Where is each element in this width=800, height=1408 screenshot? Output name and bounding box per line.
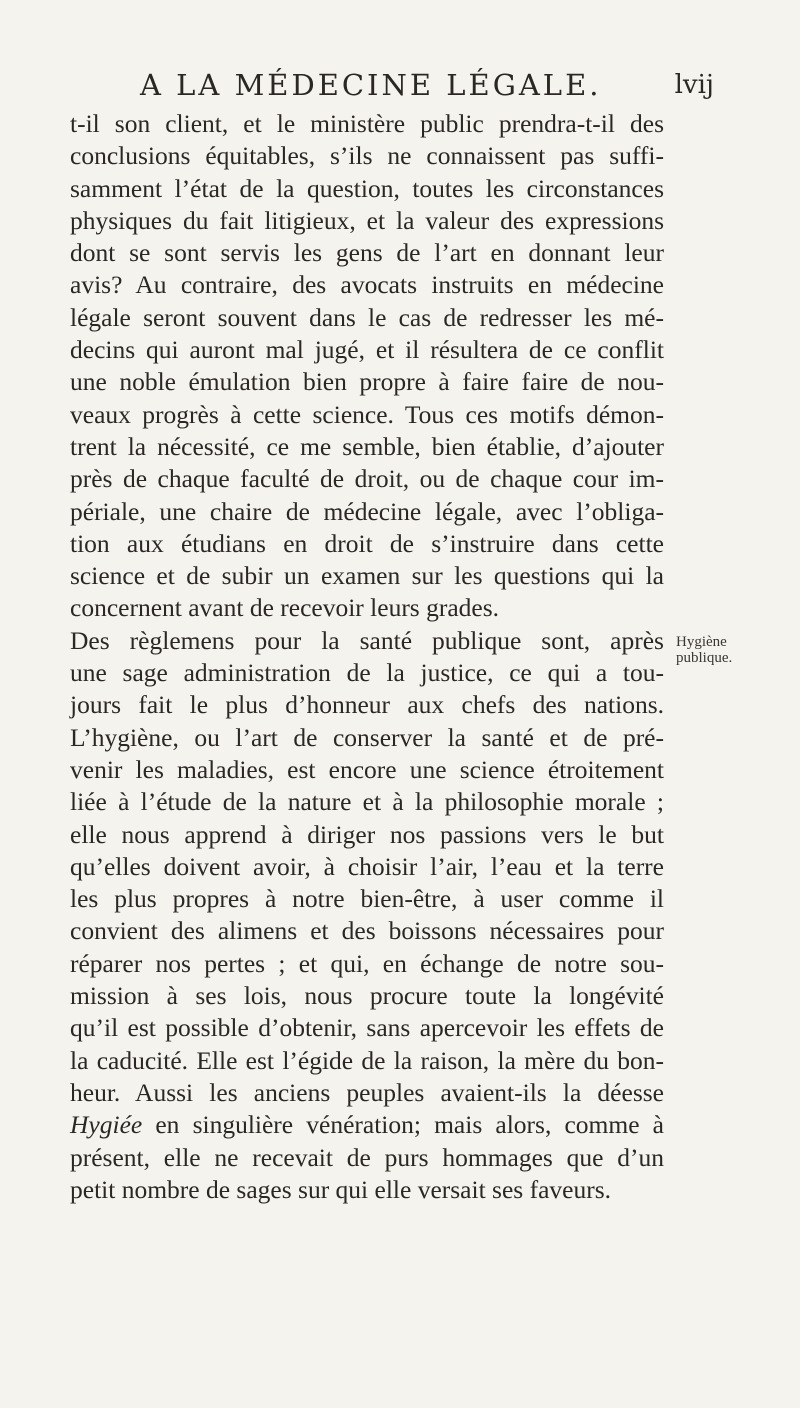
- text-line: samment l’état de la question, toutes les circonstances: [70, 173, 664, 203]
- text-line: conclusions équitables, s’ils ne connaissent pas suffi-: [70, 141, 664, 171]
- text-line: légale seront souvent dans le cas de redresser les mé-: [70, 302, 664, 332]
- text-line: la caducité. Elle est l’égide de la raison, la mère du bon-: [70, 1045, 664, 1075]
- italic-word: Hygiée: [70, 1110, 143, 1140]
- text-line: L’hygiène, ou l’art de conserver la santé et de pré-: [70, 722, 664, 752]
- text-line-rest: en singulière vénération; mais alors, comme à: [155, 1110, 664, 1140]
- text-line: petit nombre de sages sur qui elle versait ses faveurs.: [70, 1174, 612, 1204]
- text-line-with-italic: [70, 1109, 664, 1141]
- running-title: A LA MÉDECINE LÉGALE.: [140, 68, 602, 102]
- text-line: decins qui auront mal jugé, et il résultera de ce conflit: [70, 335, 664, 365]
- text-line: les plus propres à notre bien-être, à user comme il: [70, 884, 664, 914]
- text-line: veaux progrès à cette science. Tous ces motifs démon-: [70, 399, 664, 429]
- text-line: une noble émulation bien propre à faire faire de nou-: [70, 367, 664, 397]
- text-line: concernent avant de recevoir leurs grades.: [70, 593, 500, 623]
- text-line: science et de subir un examen sur les questions qui la: [70, 561, 664, 591]
- text-line: convient des alimens et des boissons nécessaires pour: [70, 916, 664, 946]
- text-line: qu’elles doivent avoir, à choisir l’air, l’eau et la terre: [70, 851, 664, 881]
- page-number: lvij: [674, 70, 714, 100]
- text-line: physiques du fait litigieux, et la valeur des expressions: [70, 205, 664, 235]
- text-line: mission à ses lois, nous procure toute la longévité: [70, 981, 664, 1011]
- text-line: elle nous apprend à diriger nos passions vers le but: [70, 819, 664, 849]
- text-line: heur. Aussi les anciens peuples avaient-ils la déesse: [70, 1077, 664, 1107]
- text-line: venir les maladies, est encore une science étroitement: [70, 754, 664, 784]
- text-line: avis? Au contraire, des avocats instruits en médecine: [70, 270, 664, 300]
- running-head: [140, 68, 720, 108]
- text-line: présent, elle ne recevait de purs hommages que d’un: [70, 1142, 664, 1172]
- text-line: tion aux étudians en droit de s’instruire dans cette: [70, 528, 664, 558]
- marginal-note: Hygiène publique.: [676, 634, 733, 666]
- text-line: t-il son client, et le ministère public prendra-t-il des: [70, 109, 664, 138]
- body-text: [70, 108, 664, 1206]
- text-line: périale, une chaire de médecine légale, avec l’obliga-: [70, 496, 664, 526]
- text-line: qu’il est possible d’obtenir, sans apercevoir les effets de: [70, 1013, 664, 1043]
- text-line: dont se sont servis les gens de l’art en donnant leur: [70, 238, 664, 268]
- text-line: près de chaque faculté de droit, ou de chaque cour im-: [70, 464, 664, 494]
- text-line: liée à l’étude de la nature et à la philosophie morale ;: [70, 787, 664, 817]
- text-line: jours fait le plus d’honneur aux chefs des nations.: [70, 690, 664, 720]
- text-line: Des règlemens pour la santé publique sont, après: [70, 625, 664, 655]
- text-line: réparer nos pertes ; et qui, en échange de notre sou-: [70, 948, 664, 978]
- text-line: une sage administration de la justice, ce qui a tou-: [70, 658, 664, 688]
- text-line: trent la nécessité, ce me semble, bien établie, d’ajouter: [70, 431, 664, 461]
